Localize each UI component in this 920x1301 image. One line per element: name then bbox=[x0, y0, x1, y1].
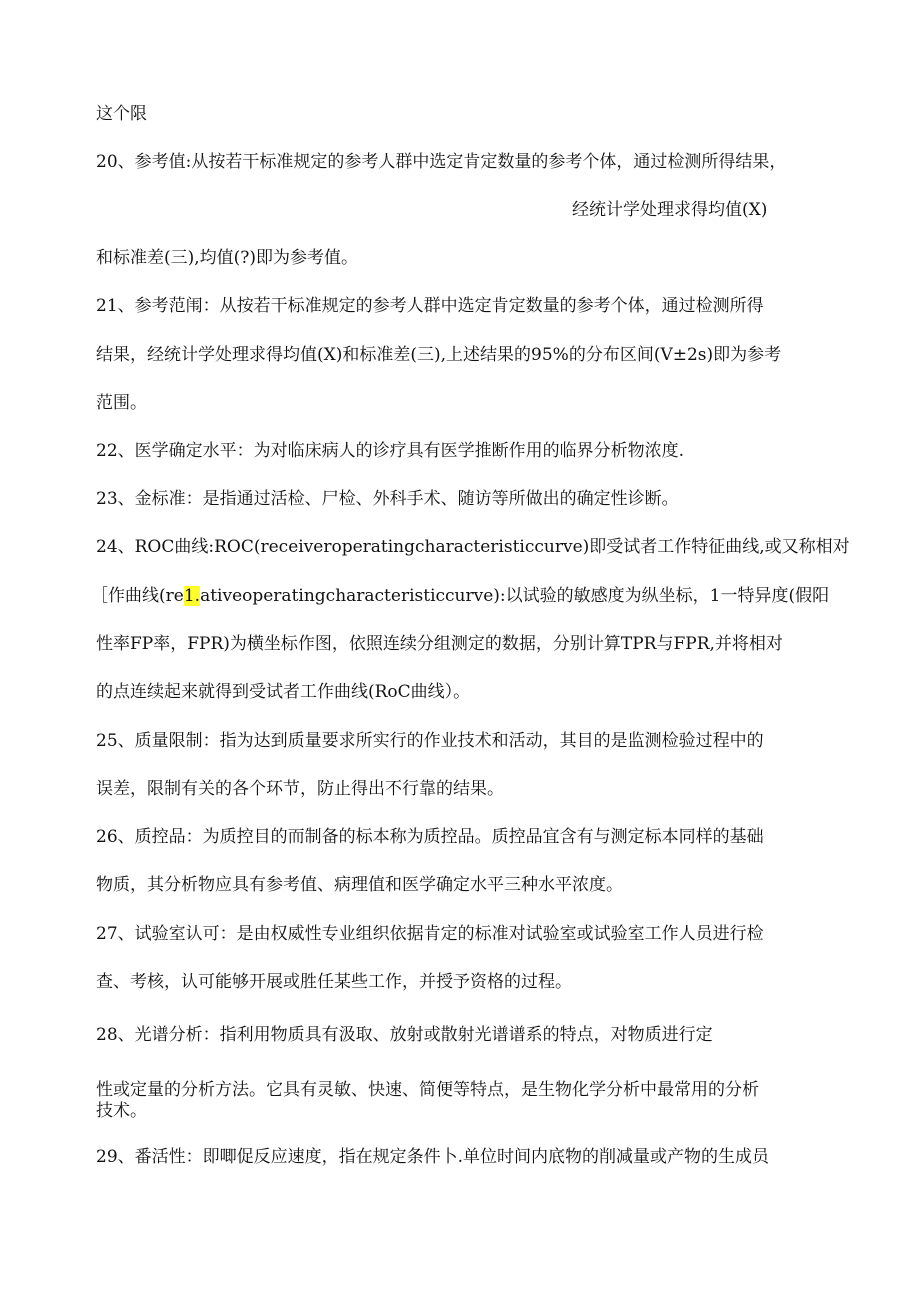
text-line: 25、质量限制：指为达到质量要求所实行的作业技术和活动，其目的是监测检验过程中的 bbox=[96, 731, 764, 751]
text-line: 21、参考范闱：从按若干标准规定的参考人群中选定肯定数量的参考个体，通过检测所得 bbox=[96, 296, 764, 316]
text-line: 这个限 bbox=[96, 104, 147, 124]
text-line bbox=[91, 585, 829, 607]
text-line: 27、试验室认可：是由权威性专业组织依据肯定的标准对试验室或试验室工作人员进行检 bbox=[96, 924, 764, 944]
text-line: 性率FP率，FPR)为横坐标作图，依照连续分组测定的数据，分别计算TPR与FPR,并将相对 bbox=[96, 634, 783, 654]
text-line: 经统计学处理求得均值(X) bbox=[572, 200, 768, 220]
text-line: 误差，限制有关的各个环节，防止得出不行靠的结果。 bbox=[96, 779, 504, 799]
text-line: 技术。 bbox=[96, 1101, 147, 1121]
text-line: 范围。 bbox=[96, 393, 147, 413]
text-line: 性或定量的分析方法。它具有灵敏、快速、简便等特点，是生物化学分析中最常用的分析 bbox=[96, 1080, 759, 1100]
text-line: 24、ROC曲线:ROC(receiveroperatingcharacteristiccurve)即受试者工作特征曲线,或又称相对 bbox=[96, 537, 850, 557]
text-segment: ativeoperatingcharacteristiccurve):以试验的敏感度为纵坐标，1一特异度(假阳 bbox=[200, 586, 830, 606]
text-segment: ［作曲线(re bbox=[91, 586, 184, 606]
text-line: 22、医学确定水平：为对临床病人的诊疗具有医学推断作用的临界分析物浓度. bbox=[96, 441, 685, 461]
text-line: 20、参考值:从按若干标准规定的参考人群中选定肯定数量的参考个体，通过检测所得结果， bbox=[96, 152, 787, 172]
highlighted-text: 1. bbox=[183, 586, 201, 606]
text-line: 查、考核，认可能够开展或胜任某些工作，并授予资格的过程。 bbox=[96, 972, 572, 992]
text-line: 物质，其分析物应具有参考值、病理值和医学确定水平三种水平浓度。 bbox=[96, 875, 623, 895]
text-line: 的点连续起来就得到受试者工作曲线(RoC曲线）。 bbox=[96, 682, 471, 702]
text-line: 23、金标准：是指通过活检、尸检、外科手术、随访等所做出的确定性诊断。 bbox=[96, 489, 679, 509]
text-line: 结果，经统计学处理求得均值(X)和标准差(三),上述结果的95%的分布区间(V±2s)即为参考 bbox=[96, 345, 782, 365]
text-line: 29、番活性：即唧促反应速度，指在规定条件卜.单位时间内底物的削减量或产物的生成员 bbox=[96, 1147, 770, 1167]
text-line: 和标准差(三),均值(?)即为参考值。 bbox=[96, 248, 359, 268]
text-line: 28、光谱分析：指利用物质具有汲取、放射或散射光谱谱系的特点，对物质进行定 bbox=[96, 1025, 713, 1045]
text-line: 26、质控品：为质控目的而制备的标本称为质控品。质控品宜含有与测定标本同样的基础 bbox=[96, 827, 764, 847]
